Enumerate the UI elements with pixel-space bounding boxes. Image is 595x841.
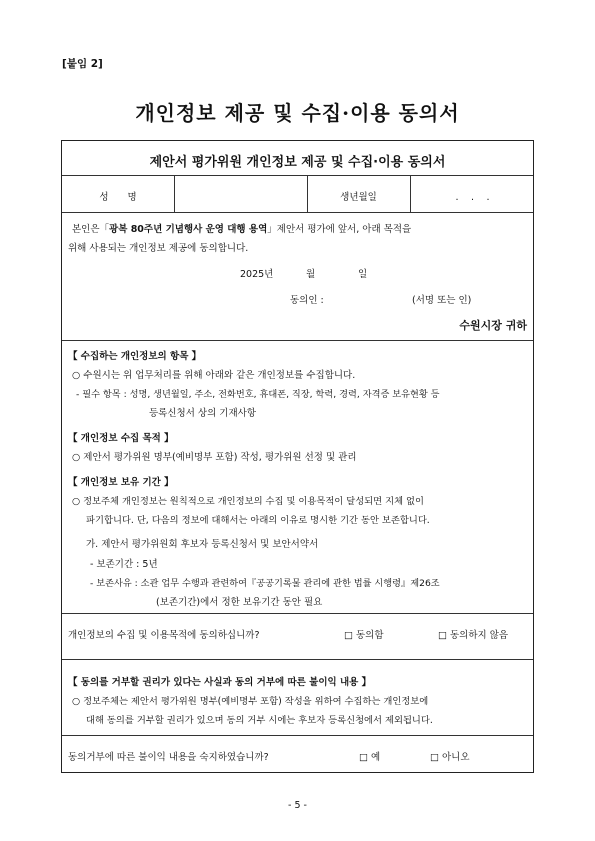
date-year: 2025년 xyxy=(240,269,274,280)
consent-question: 개인정보의 수집 및 이용목적에 동의하십니까? xyxy=(68,630,260,641)
refusal-text: 대해 동의를 거부할 권리가 있으며 동의 거부 시에는 후보자 등록신청에서 제외됩니다. xyxy=(86,715,433,726)
purpose-heading: 【 개인정보 수집 목적 】 xyxy=(68,433,174,444)
intro-text: 본인은「광복 80주년 기념행사 운영 대행 용역」제안서 평가에 앞서, 아래 목적을 xyxy=(72,224,412,235)
signer-note: (서명 또는 인) xyxy=(412,295,472,306)
divider xyxy=(62,175,533,176)
retention-text: - 보존기간 : 5년 xyxy=(90,559,158,570)
retention-text: 가. 제안서 평가위원회 후보자 등록신청서 및 보안서약서 xyxy=(86,539,319,550)
refusal-heading: 【 동의를 거부할 권리가 있다는 사실과 동의 거부에 따른 불이익 내용 】 xyxy=(68,677,372,688)
date-day: 일 xyxy=(358,269,368,280)
consent-form xyxy=(61,140,534,773)
date-month: 월 xyxy=(306,269,316,280)
birth-field[interactable]: . . . xyxy=(455,192,490,203)
items-text: ○ 수원시는 위 업무처리를 위해 아래와 같은 개인정보를 수집합니다. xyxy=(72,370,356,381)
intro-text: 위해 사용되는 개인정보 제공에 동의합니다. xyxy=(68,243,249,254)
signer-field[interactable] xyxy=(347,287,407,305)
refusal-yes-checkbox[interactable]: □ 예 xyxy=(359,752,381,763)
items-heading: 【 수집하는 개인정보의 항목 】 xyxy=(68,351,202,362)
divider xyxy=(62,212,533,213)
retention-text: (보존기간)에서 정한 보유기간 동안 필요 xyxy=(156,597,323,608)
refusal-text: ○ 정보주체는 제안서 평가위원 명부(예비명부 포함) 작성을 위하여 수집하는 개인정보에 xyxy=(72,696,429,707)
project-name: 광복 80주년 기념행사 운영 대행 용역 xyxy=(109,224,268,235)
consent-no-checkbox[interactable]: □ 동의하지 않음 xyxy=(438,630,509,641)
name-label: 성 명 xyxy=(99,192,137,203)
retention-heading: 【 개인정보 보유 기간 】 xyxy=(68,477,174,488)
refusal-question: 동의거부에 따른 불이익 내용을 숙지하였습니까? xyxy=(68,752,269,763)
page-title: 개인정보 제공 및 수집·이용 동의서 xyxy=(135,101,460,125)
divider xyxy=(62,735,533,736)
divider xyxy=(62,613,533,614)
retention-text: - 보존사유 : 소관 업무 수행과 관련하여『공공기록물 관리에 관한 법률 시행령』제26조 xyxy=(90,578,440,589)
retention-text: 파기합니다. 단, 다음의 정보에 대해서는 아래의 이유로 명시한 기간 동안 보존합니다. xyxy=(86,515,430,526)
items-text: 등록신청서 상의 기재사항 xyxy=(149,408,256,419)
items-text: - 필수 항목 : 성명, 생년월일, 주소, 전화번호, 휴대폰, 직장, 학력, 경력, 자격증 보유현황 등 xyxy=(76,389,440,400)
name-field[interactable] xyxy=(174,181,307,209)
birth-label: 생년월일 xyxy=(340,192,377,203)
page-number: - 5 - xyxy=(288,800,307,811)
recipient: 수원시장 귀하 xyxy=(459,319,527,332)
signer-label: 동의인 : xyxy=(290,295,324,306)
form-title: 제안서 평가위원 개인정보 제공 및 수집·이용 동의서 xyxy=(149,155,446,170)
divider xyxy=(62,340,533,341)
retention-text: ○ 정보주체 개인정보는 원칙적으로 개인정보의 수집 및 이용목적이 달성되면 지체 없이 xyxy=(72,496,424,507)
refusal-no-checkbox[interactable]: □ 아니오 xyxy=(430,752,470,763)
divider xyxy=(62,659,533,660)
attachment-label: [붙임 2] xyxy=(62,58,103,70)
consent-yes-checkbox[interactable]: □ 동의함 xyxy=(344,630,384,641)
purpose-text: ○ 제안서 평가위원 명부(예비명부 포함) 작성, 평가위원 선정 및 관리 xyxy=(72,452,357,463)
